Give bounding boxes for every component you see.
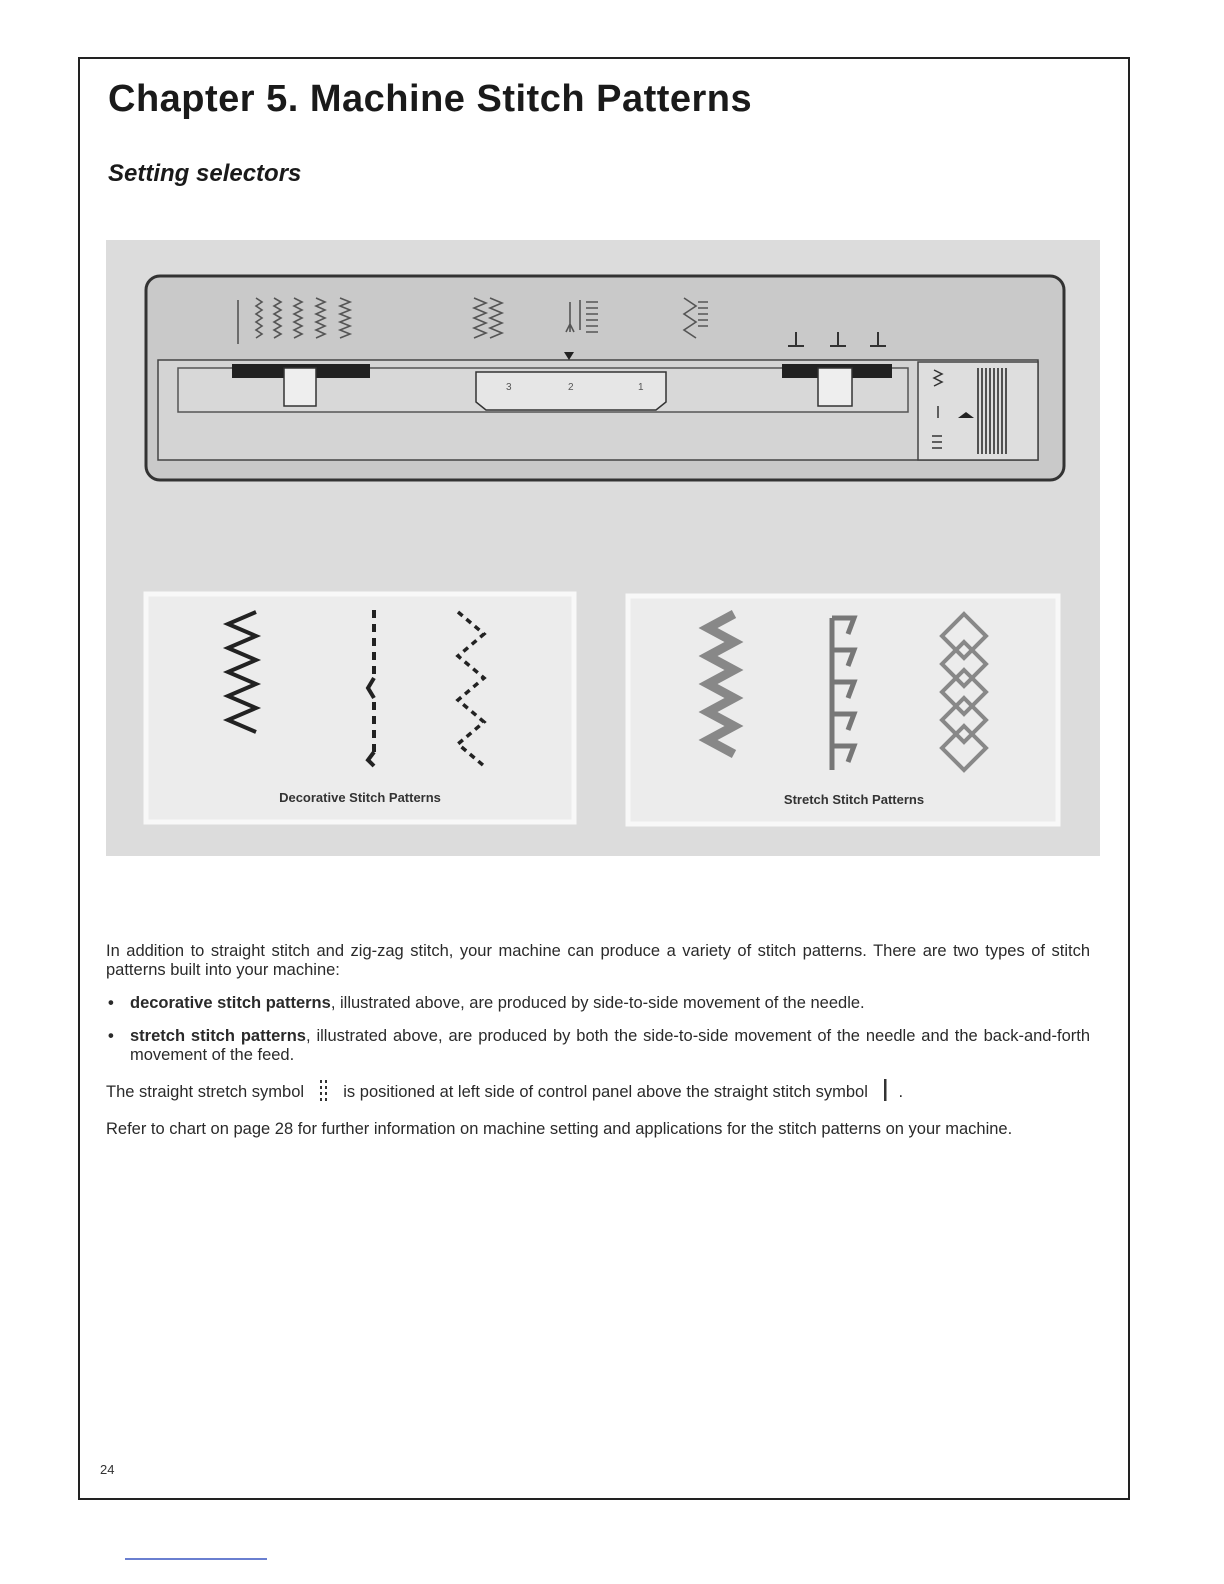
underline-mark [125,1558,267,1560]
bullet-decorative-text: , illustrated above, are produced by side-to-side movement of the needle. [330,994,865,1012]
bullet-stretch-text: , illustrated above, are produced by both the side-to-side movement of the needle and the back-and-forth movement of the feed. [130,1027,1090,1064]
panel-number-2: 2 [568,382,574,393]
left-selector-knob [284,368,316,406]
bullet-decorative: • decorative stitch patterns, illustrated above, are produced by side-to-side movement of the needle. [108,994,865,1012]
straight-stretch-symbol-icon [319,1079,329,1106]
refer-paragraph: Refer to chart on page 28 for further information on machine setting and applications for the stitch patterns on your machine. [106,1120,1013,1138]
symbol-text-middle: is positioned at left side of control panel above the straight stitch symbol [343,1082,868,1101]
bullet-stretch: • stretch stitch patterns, illustrated above, are produced by both the side-to-side movement of the needle and the back-and-forth movement of the feed. [108,1027,1090,1064]
straight-stitch-symbol-icon [882,1079,888,1106]
intro-paragraph: In addition to straight stitch and zig-zag stitch, your machine can produce a variety of stitch patterns. There are two types of stitch patterns built into your machine: [106,942,1090,979]
symbol-text-after: . [898,1082,904,1101]
panel-number-1: 1 [638,382,644,393]
decorative-patterns-box [146,594,574,822]
symbol-paragraph [106,1079,1090,1106]
stretch-caption: Stretch Stitch Patterns [783,792,925,807]
bullet-decorative-term: decorative stitch patterns [130,994,331,1012]
panel-number-3: 3 [506,382,512,393]
figure-illustration [106,240,1100,856]
body-text [106,942,1090,1153]
section-title: Setting selectors [108,160,302,187]
right-selector-knob [818,368,852,406]
symbol-text-before: The straight stretch symbol [106,1082,305,1101]
page-number: 24 [100,1462,115,1477]
chapter-title: Chapter 5. Machine Stitch Patterns [108,78,753,120]
stitch-selector-figure [106,240,1100,856]
bullet-stretch-term: stretch stitch patterns [130,1027,306,1045]
control-panel [146,276,1064,480]
decorative-caption: Decorative Stitch Patterns [279,790,441,805]
stretch-patterns-box [628,596,1058,824]
